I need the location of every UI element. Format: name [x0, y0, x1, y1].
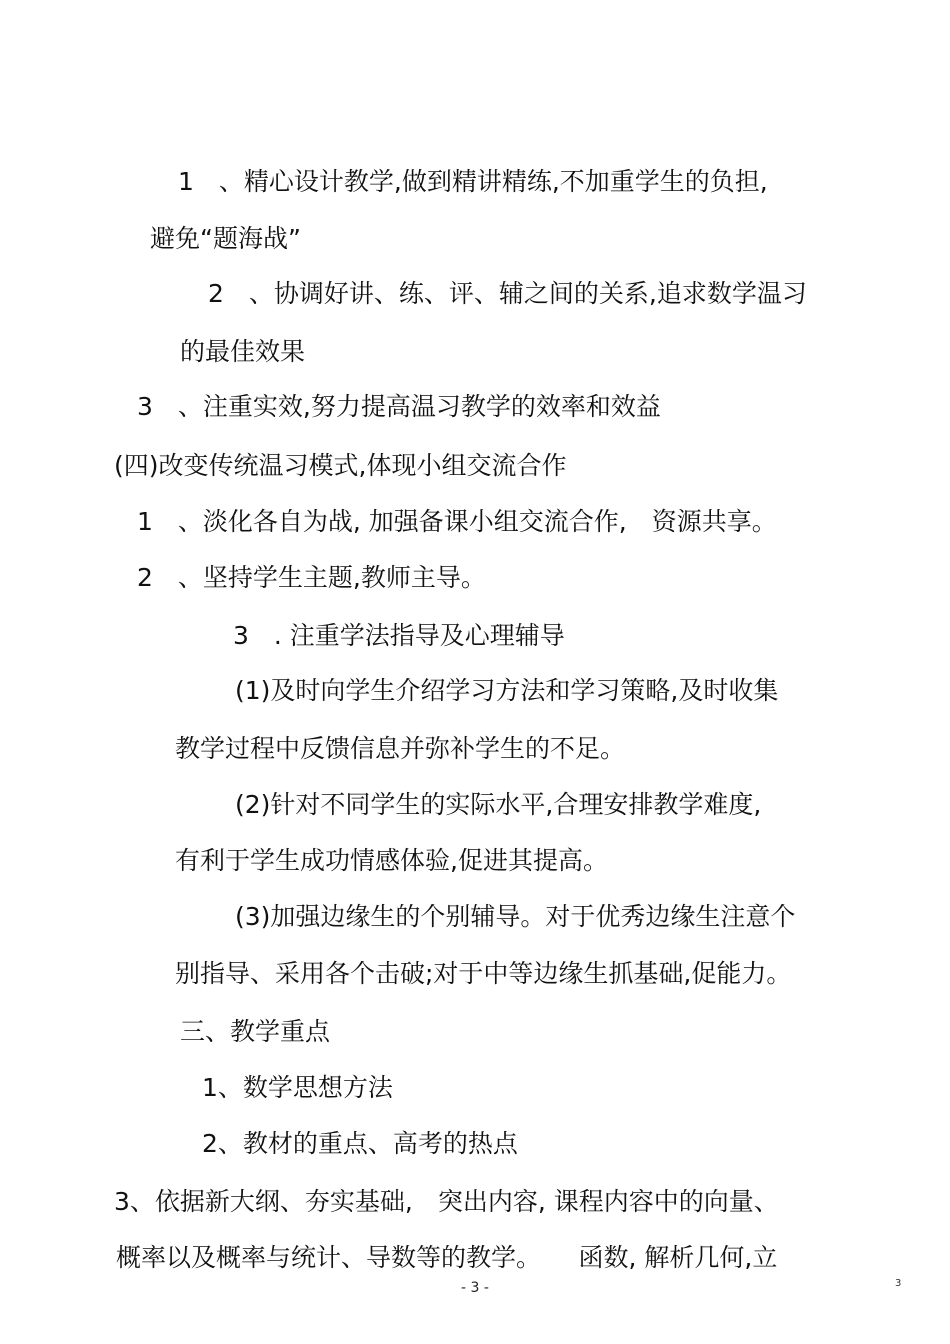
- text-line: 1 、淡化各自为战, 加强备课小组交流合作, 资源共享。: [137, 507, 777, 536]
- text-line: 2 、协调好讲、练、评、辅之间的关系,追求数学温习: [208, 279, 807, 308]
- text-line: 有利于学生成功情感体验,促进其提高。: [175, 846, 608, 875]
- text-line: 1 、精心设计教学,做到精讲精练,不加重学生的负担,: [178, 167, 768, 196]
- text-line: 3 、注重实效,努力提高温习教学的效率和效益: [137, 392, 661, 421]
- page-number: - 3 -: [461, 1280, 489, 1296]
- text-line: (2)针对不同学生的实际水平,合理安排教学难度,: [235, 790, 762, 819]
- corner-page-number: 3: [895, 1278, 902, 1289]
- text-line: (1)及时向学生介绍学习方法和学习策略,及时收集: [235, 676, 779, 705]
- text-line: 的最佳效果: [180, 337, 306, 366]
- text-line: 教学过程中反馈信息并弥补学生的不足。: [175, 734, 626, 763]
- section-heading: (四)改变传统温习模式,体现小组交流合作: [114, 451, 567, 480]
- text-line: 概率以及概率与统计、导数等的教学。 函数, 解析几何,立: [116, 1243, 778, 1272]
- text-line: 3 . 注重学法指导及心理辅导: [233, 621, 565, 650]
- text-line: (3)加强边缘生的个别辅导。对于优秀边缘生注意个: [235, 902, 796, 931]
- text-line: 1、数学思想方法: [202, 1073, 393, 1102]
- text-line: 别指导、采用各个击破;对于中等边缘生抓基础,促能力。: [175, 959, 792, 988]
- text-line: 2、教材的重点、高考的热点: [202, 1129, 518, 1158]
- text-line: 避免“题海战”: [150, 224, 301, 253]
- section-heading: 三、教学重点: [180, 1017, 331, 1046]
- text-line: 2 、坚持学生主题,教师主导。: [137, 563, 486, 592]
- text-line: 3、依据新大纲、夯实基础, 突出内容, 课程内容中的向量、: [114, 1187, 779, 1216]
